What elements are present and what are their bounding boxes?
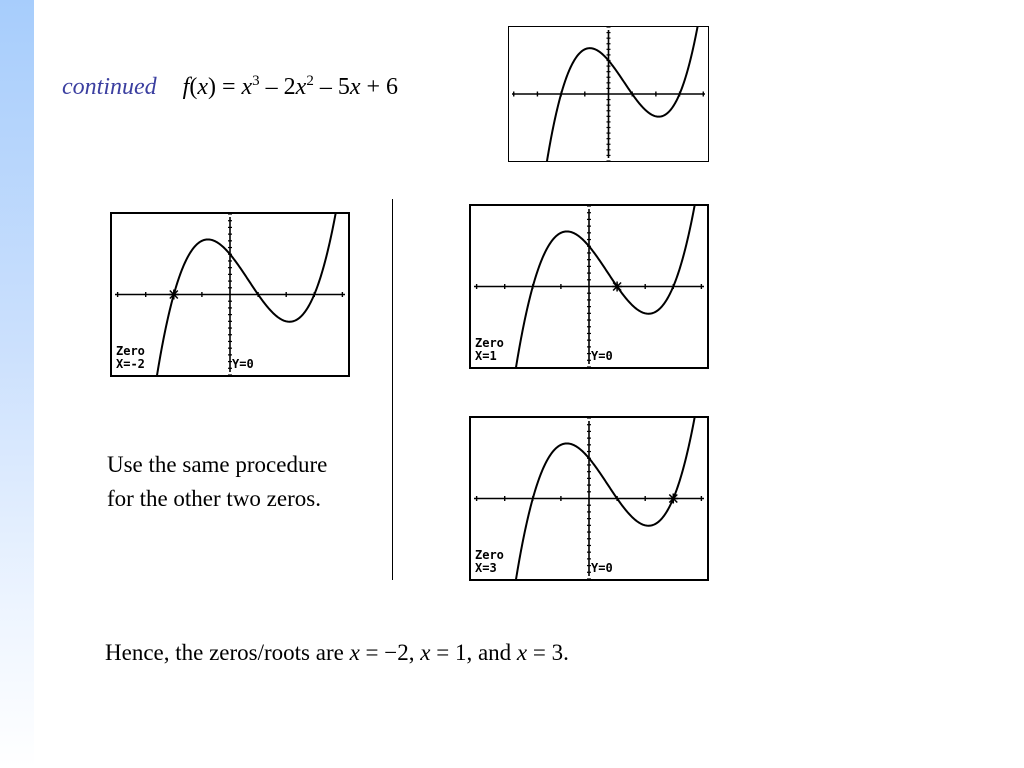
zero-cursor-icon xyxy=(668,494,678,504)
y-value-label: Y=0 xyxy=(591,561,613,575)
side-gradient-bar xyxy=(0,0,34,768)
x-value-label: X=1 xyxy=(475,349,497,363)
x-value-label: X=3 xyxy=(475,561,497,575)
zero-label: Zero xyxy=(116,344,145,358)
x-value-label: X=-2 xyxy=(116,357,145,371)
procedure-note: Use the same procedure for the other two zeros. xyxy=(107,452,328,511)
graph-zero-1 xyxy=(469,204,709,369)
zero-cursor-icon xyxy=(169,290,179,300)
y-value-label: Y=0 xyxy=(232,357,254,371)
graph-zero-neg2 xyxy=(110,212,350,377)
graph-zero-3 xyxy=(469,416,709,581)
zero-cursor-icon xyxy=(612,282,622,292)
function-equation: $f(x) = x^3 - 2x^2 - 5x + 6$ xyxy=(182,73,399,100)
y-value-label: Y=0 xyxy=(591,349,613,363)
graph-main xyxy=(508,26,709,162)
zero-label: Zero xyxy=(475,336,504,350)
vertical-divider xyxy=(392,199,393,580)
continued-label: continued xyxy=(62,74,157,100)
slide-heading xyxy=(62,74,398,101)
zero-label: Zero xyxy=(475,548,504,562)
conclusion-text: Hence, the zeros/roots are x = −2, x = 1, and x = 3. xyxy=(105,640,569,665)
